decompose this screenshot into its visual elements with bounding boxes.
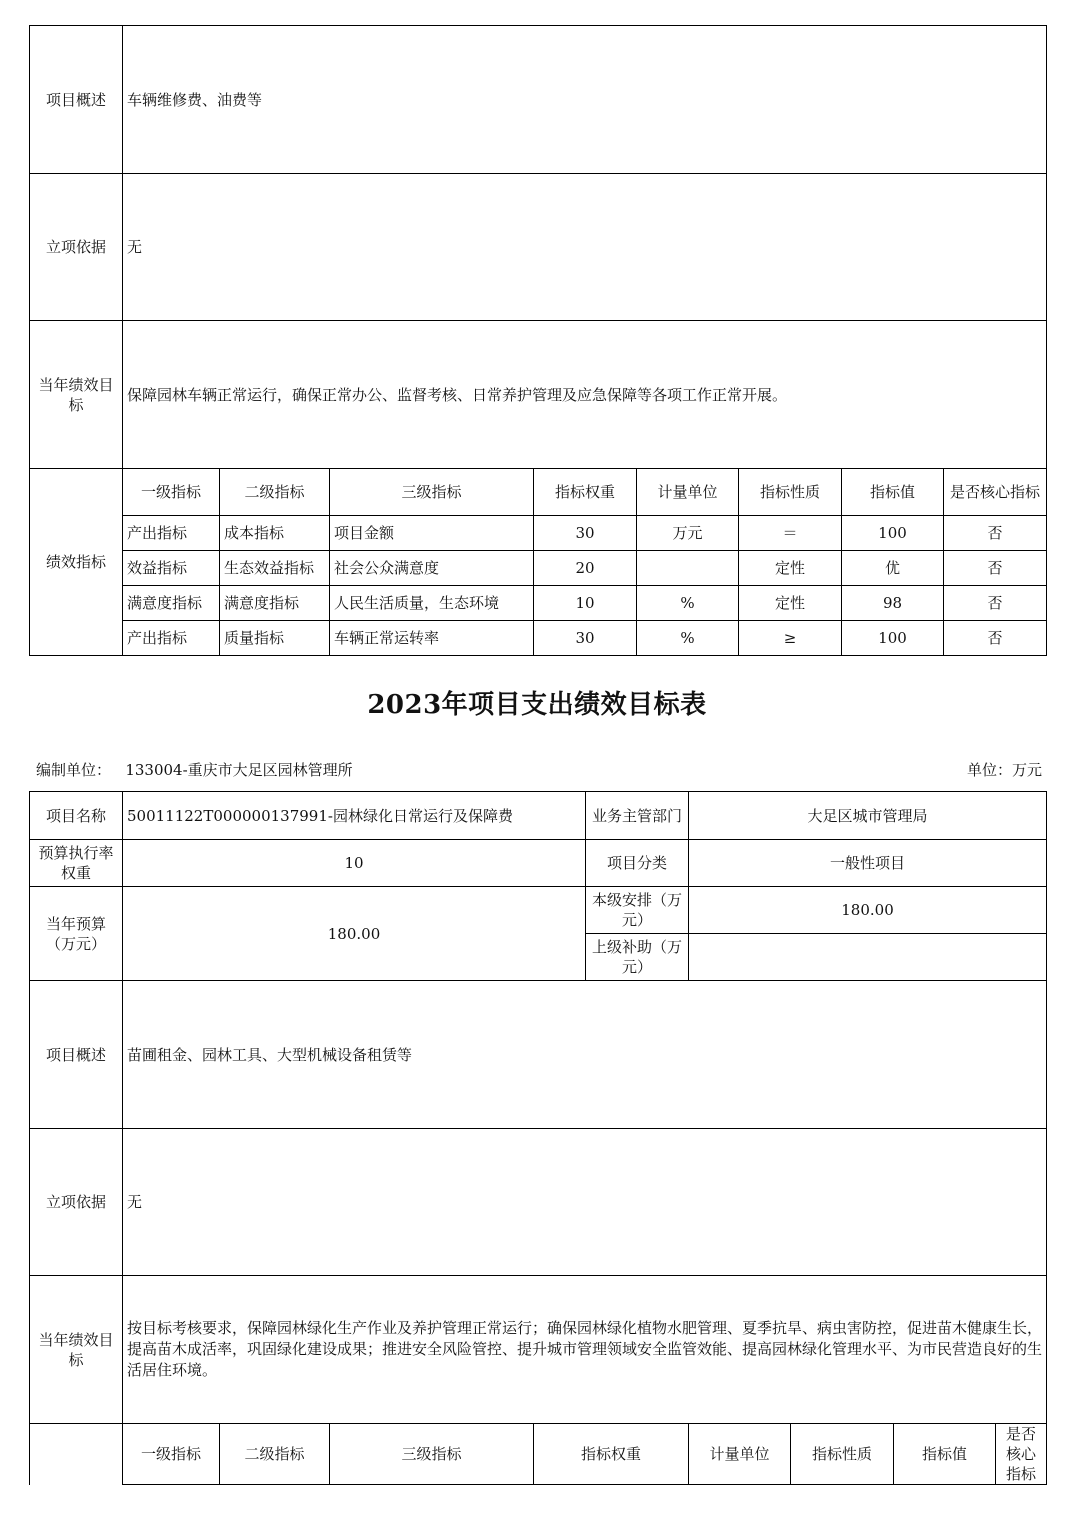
cell: 20 (534, 551, 637, 586)
cell: 否 (944, 551, 1047, 586)
project-name-value: 50011122T000000137991-园林绿化日常运行及保障费 (123, 792, 586, 840)
cell: 30 (534, 621, 637, 656)
overview-value: 车辆维修费、油费等 (123, 26, 1047, 174)
compiling-unit (36, 759, 353, 780)
project-name-label: 项目名称 (30, 792, 123, 840)
cell: 30 (534, 516, 637, 551)
header-cell: 指标性质 (739, 469, 842, 516)
page-title: 2023年项目支出绩效目标表 (367, 690, 707, 720)
overview-value: 苗圃租金、园林工具、大型机械设备租赁等 (123, 981, 1047, 1129)
cell: 100 (842, 621, 944, 656)
performance-table-top (29, 25, 1047, 656)
cell: 社会公众满意度 (330, 551, 534, 586)
basis-value: 无 (123, 1129, 1047, 1276)
basis-value: 无 (123, 174, 1047, 321)
header-cell: 计量单位 (689, 1424, 791, 1485)
cell: 效益指标 (123, 551, 220, 586)
cell: 产出指标 (123, 621, 220, 656)
header-cell: 是否核心指标 (996, 1424, 1047, 1485)
cell: ＝ (739, 516, 842, 551)
cell: 98 (842, 586, 944, 621)
header-cell: 指标值 (894, 1424, 996, 1485)
local-label: 本级安排（万元） (586, 887, 689, 934)
header-cell: 一级指标 (123, 469, 220, 516)
cell: 生态效益指标 (220, 551, 330, 586)
upper-label: 上级补助（万元） (586, 934, 689, 981)
header-cell: 二级指标 (220, 469, 330, 516)
cell (637, 551, 739, 586)
cell: 质量指标 (220, 621, 330, 656)
basis-label: 立项依据 (30, 174, 123, 321)
budget-value: 180.00 (123, 887, 586, 981)
goal-value: 保障园林车辆正常运行，确保正常办公、监督考核、日常养护管理及应急保障等各项工作正常开展。 (123, 321, 1047, 469)
money-unit: 单位：万元 (966, 761, 1042, 779)
cell: 满意度指标 (220, 586, 330, 621)
category-value: 一般性项目 (689, 840, 1047, 887)
cell: 100 (842, 516, 944, 551)
upper-value (689, 934, 1047, 981)
header-cell: 计量单位 (637, 469, 739, 516)
local-value: 180.00 (689, 887, 1047, 934)
basis-label: 立项依据 (30, 1129, 123, 1276)
header-cell: 三级指标 (330, 1424, 534, 1485)
goal-label: 当年绩效目标 (30, 321, 123, 469)
table-row (30, 621, 1047, 656)
goal-value: 按目标考核要求，保障园林绿化生产作业及养护管理正常运行；确保园林绿化植物水肥管理、夏季抗旱、病虫害防控，促进苗木健康生长，提高苗木成活率，巩固绿化建设成果；推进安全风险管控、提升城市管理领域安全监管效能、提高园林绿化管理水平、为市民营造良好的生活居住环境。 (123, 1276, 1047, 1424)
cell: 10 (534, 586, 637, 621)
cell: 满意度指标 (123, 586, 220, 621)
perf-label (30, 1424, 123, 1485)
compiling-unit-value: 133004-重庆市大足区园林管理所 (125, 761, 353, 779)
cell: 否 (944, 621, 1047, 656)
dept-value: 大足区城市管理局 (689, 792, 1047, 840)
category-label: 项目分类 (586, 840, 689, 887)
exec-rate-label: 预算执行率权重 (30, 840, 123, 887)
overview-label: 项目概述 (30, 981, 123, 1129)
cell: 定性 (739, 551, 842, 586)
cell: 车辆正常运转率 (330, 621, 534, 656)
cell: % (637, 621, 739, 656)
cell: 优 (842, 551, 944, 586)
compiling-unit-label: 编制单位： (36, 761, 112, 779)
cell: 人民生活质量，生态环境 (330, 586, 534, 621)
cell: 万元 (637, 516, 739, 551)
dept-label: 业务主管部门 (586, 792, 689, 840)
header-cell: 三级指标 (330, 469, 534, 516)
exec-rate-value: 10 (123, 840, 586, 887)
header-cell: 一级指标 (123, 1424, 220, 1485)
table-row (30, 516, 1047, 551)
header-cell: 指标值 (842, 469, 944, 516)
header-cell: 是否核心指标 (944, 469, 1047, 516)
header-cell: 指标权重 (534, 1424, 689, 1485)
cell: 定性 (739, 586, 842, 621)
table-row (30, 586, 1047, 621)
cell: % (637, 586, 739, 621)
overview-label: 项目概述 (30, 26, 123, 174)
header-cell: 指标性质 (791, 1424, 894, 1485)
cell: 否 (944, 516, 1047, 551)
header-cell: 指标权重 (534, 469, 637, 516)
performance-table-second (29, 791, 1047, 1485)
table-row (30, 551, 1047, 586)
header-cell: 二级指标 (220, 1424, 330, 1485)
cell: 产出指标 (123, 516, 220, 551)
cell: 成本指标 (220, 516, 330, 551)
cell: 项目金额 (330, 516, 534, 551)
cell: ≥ (739, 621, 842, 656)
perf-label: 绩效指标 (30, 469, 123, 656)
cell: 否 (944, 586, 1047, 621)
goal-label: 当年绩效目标 (30, 1276, 123, 1424)
budget-label: 当年预算（万元） (30, 887, 123, 981)
